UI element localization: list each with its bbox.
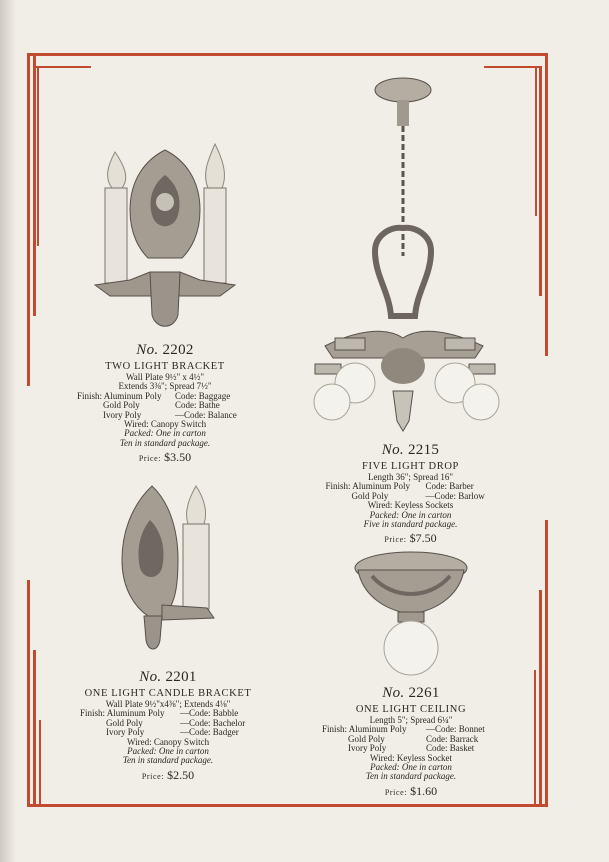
product-2201: [68, 670, 268, 781]
price: Price: $7.50: [384, 531, 437, 546]
finish-row: Finish: Aluminum Poly —Code: Bonnet: [322, 724, 485, 735]
price: Price: $1.60: [384, 783, 438, 798]
finish-row: Gold Poly Code: Barrack: [348, 733, 479, 744]
product-name: ONE LIGHT CEILING: [355, 703, 467, 715]
finish-row: Ivory Poly —Code: Badger: [106, 727, 239, 738]
product-name: FIVE LIGHT DROP: [362, 460, 459, 472]
finish-row: Gold Poly —Code: Barlow: [351, 490, 485, 501]
product-number: No. 2202: [136, 342, 194, 358]
product-name: ONE LIGHT CANDLE BRACKET: [84, 687, 252, 699]
finish-row: Gold Poly Code: Bathe: [103, 400, 220, 411]
packed-text: Packed: One in carton: [370, 761, 452, 772]
wired-text: Wired: Canopy Switch: [123, 418, 207, 429]
finish-row: Ivory Poly Code: Basket: [348, 743, 475, 754]
wired-text: Wired: Canopy Switch: [126, 736, 210, 747]
package-text: Five in standard package.: [363, 518, 458, 529]
wired-text: Wired: Keyless Socket: [369, 752, 453, 763]
product-dimensions: Wall Plate 9½"x4⅜"; Extends 4⅛": [105, 698, 231, 709]
packed-text: Packed: One in carton: [369, 509, 452, 520]
page-edge-shadow: [0, 0, 16, 862]
wired-text: Wired: Keyless Sockets: [367, 500, 454, 511]
product-dimensions: Length 5"; Spread 6¼": [369, 714, 453, 725]
packed-text: Packed: One in carton: [124, 428, 206, 439]
product-2202: [60, 343, 270, 464]
finish-row: Ivory Poly —Code: Balance: [103, 409, 237, 420]
one-light-ceiling-illustration: [352, 548, 470, 682]
one-light-candle-bracket-illustration: [112, 480, 222, 660]
product-number: No. 2201: [139, 669, 197, 685]
packed-text: Packed: One in carton: [127, 745, 209, 756]
finish-row: Finish: Aluminum Poly Code: Barber: [325, 481, 474, 492]
product-dimensions-2: Extends 3⅜"; Spread 7½": [118, 381, 212, 392]
five-light-drop-illustration: [305, 76, 505, 436]
product-name: TWO LIGHT BRACKET: [105, 360, 225, 372]
package-text: Ten in standard package.: [119, 437, 211, 448]
price: Price: $3.50: [138, 450, 192, 465]
finish-row: Gold Poly —Code: Bachelor: [106, 717, 246, 728]
package-text: Ten in standard package.: [122, 755, 214, 766]
product-2215: [318, 443, 503, 545]
product-2261: [316, 686, 506, 797]
price: Price: $2.50: [141, 767, 195, 782]
product-dimensions: Wall Plate 9½" x 4½": [125, 371, 205, 382]
product-number: No. 2215: [381, 442, 440, 458]
product-dimensions: Length 36"; Spread 16": [367, 471, 454, 482]
two-light-bracket-illustration: [90, 140, 240, 340]
finish-row: Finish: Aluminum Poly —Code: Babble: [80, 708, 239, 719]
package-text: Ten in standard package.: [365, 771, 457, 782]
product-number: No. 2261: [382, 685, 440, 701]
finish-row: Finish: Aluminum Poly Code: Baggage: [77, 390, 231, 401]
